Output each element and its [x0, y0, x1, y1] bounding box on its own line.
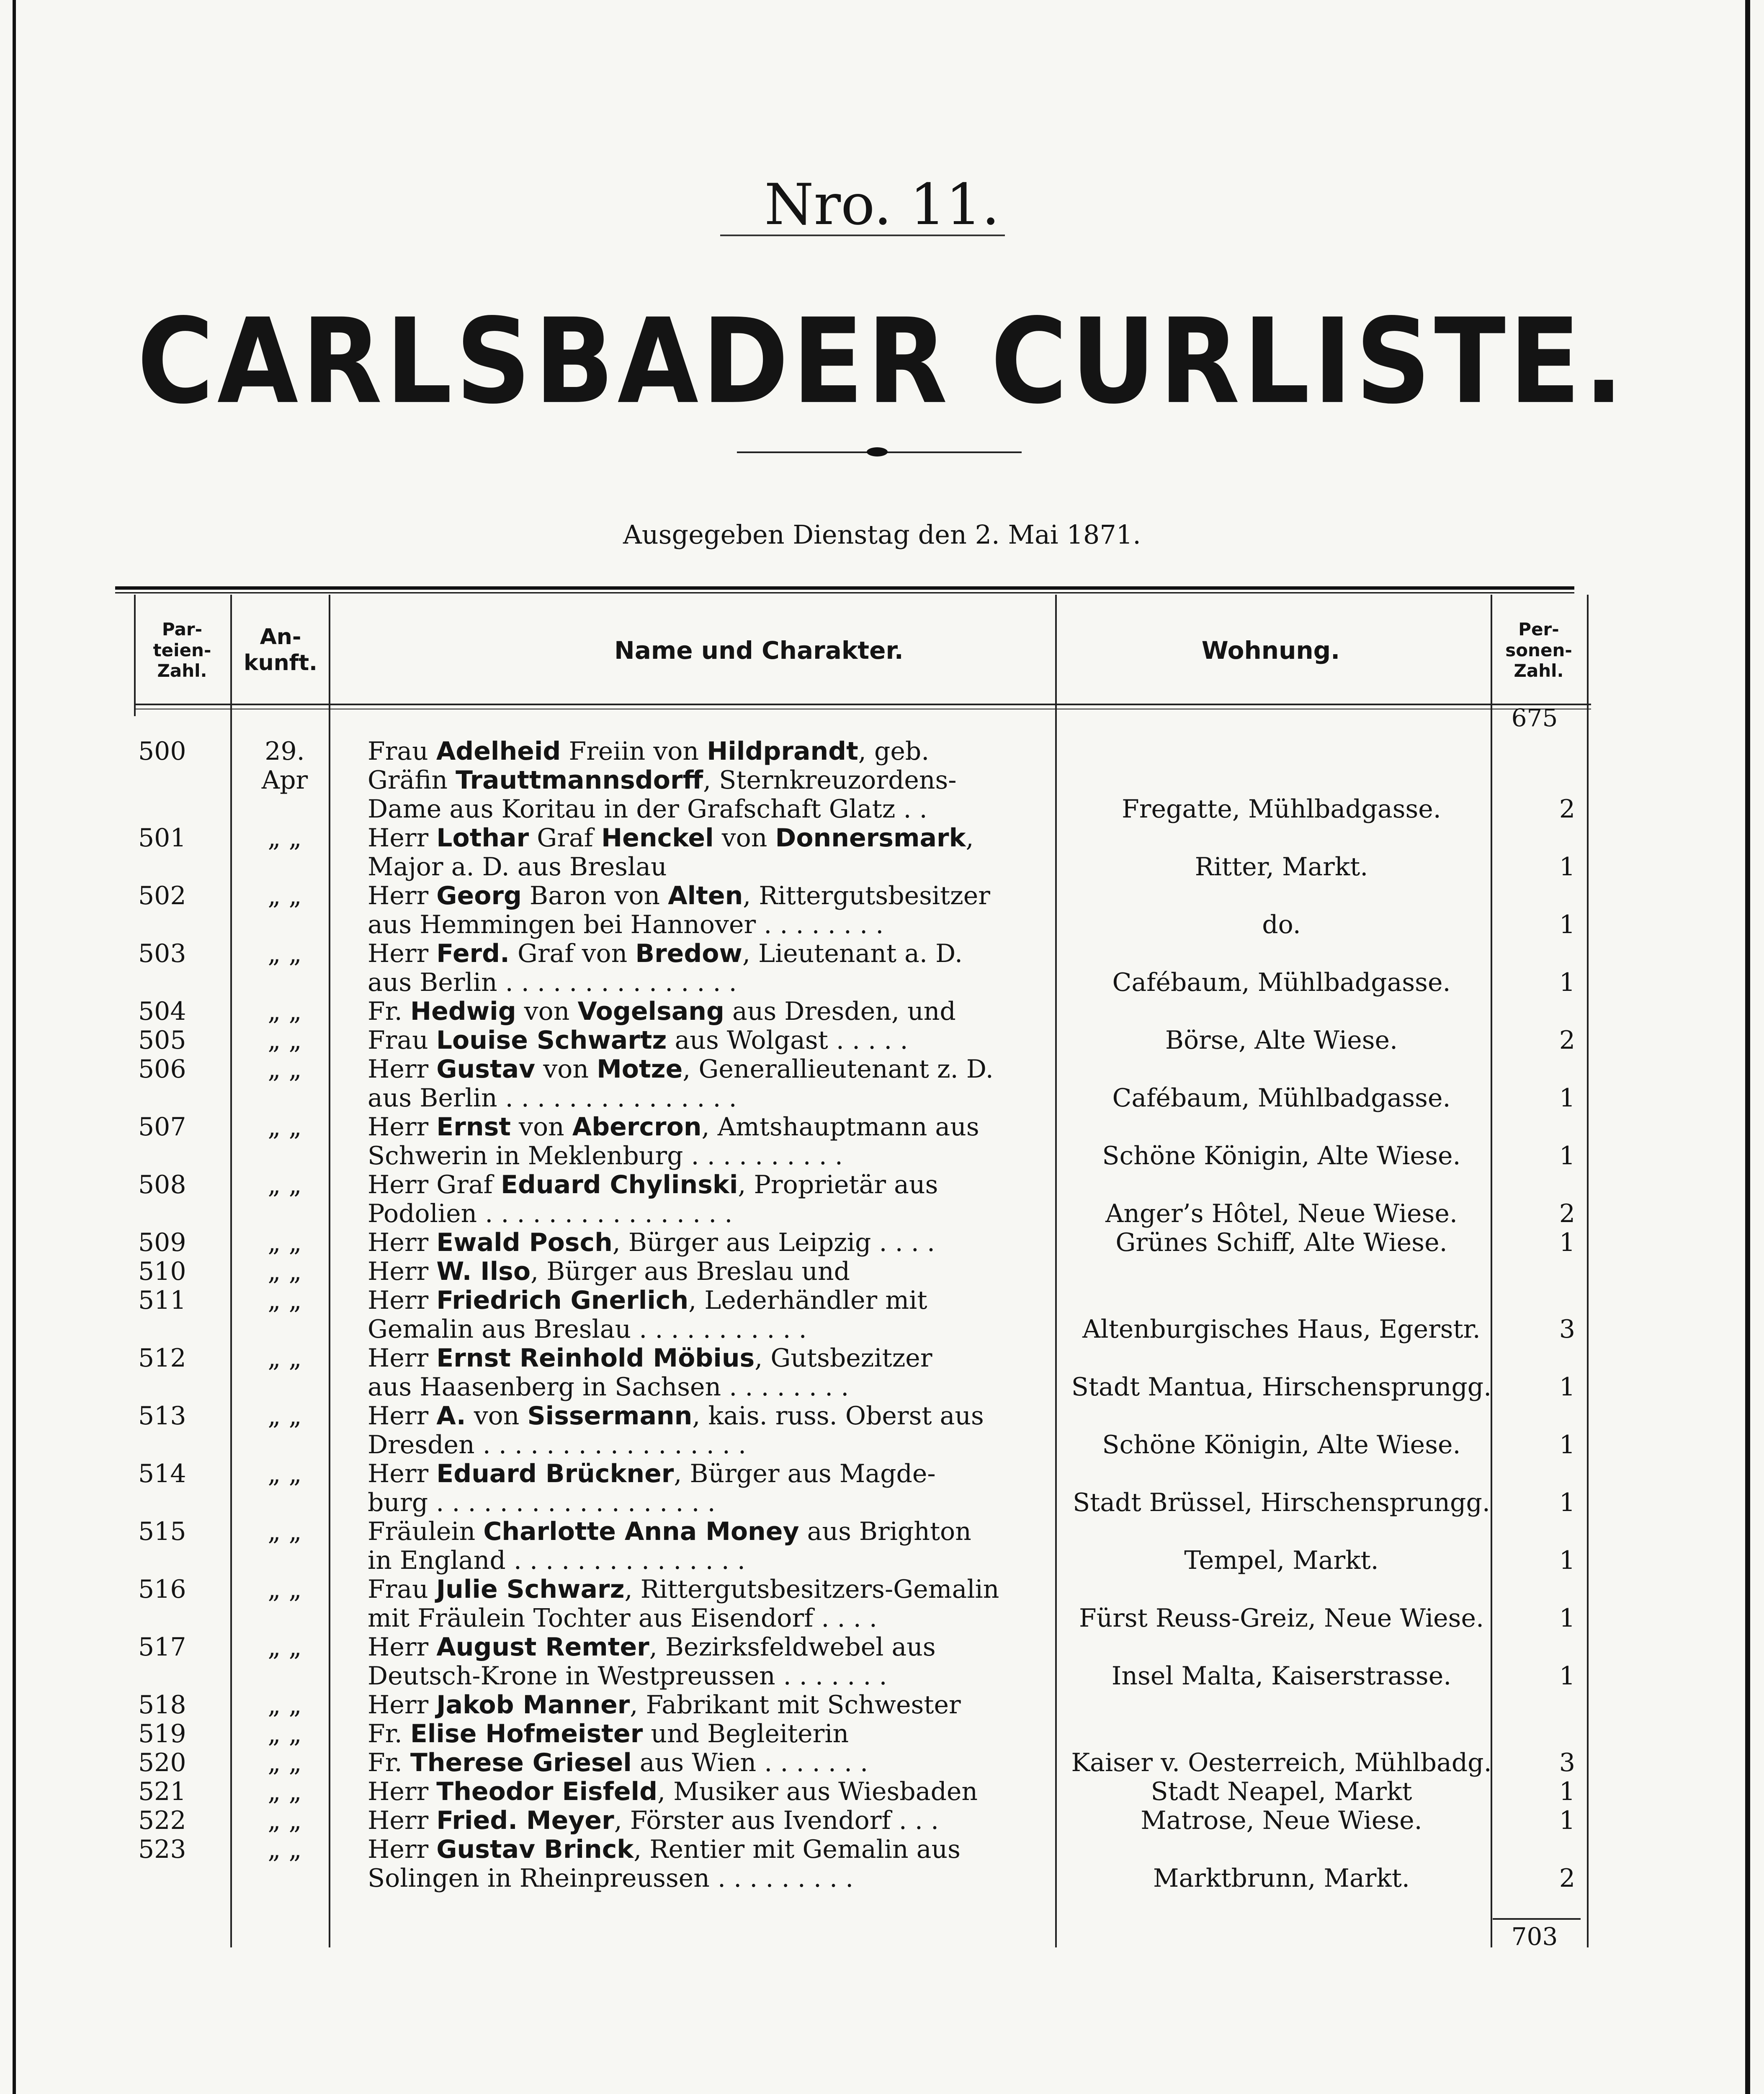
guest-name — [331, 882, 1065, 939]
person-count: 1 — [1559, 1806, 1576, 1835]
final-total: 703 — [1511, 1922, 1558, 1951]
guest-name-line: Herr Ewald Posch, Bürger aus Leipzig . . . . — [368, 1228, 935, 1257]
person-count: 1 — [1559, 1604, 1576, 1633]
arrival-date: „ „ — [268, 1690, 302, 1720]
guest-name — [331, 1748, 1065, 1777]
col-divider-0 — [134, 595, 136, 716]
guest-name-line: Fr. Elise Hofmeister und Begleiterin — [368, 1719, 849, 1748]
col-residence: Wohnung. — [1201, 636, 1340, 665]
residence: Ritter, Markt. — [1195, 852, 1368, 882]
guest-name-line: Herr Gustav Brinck, Rentier mit Gemalin aus — [368, 1835, 961, 1864]
arrival-date: „ „ — [268, 881, 302, 910]
guest-name-line: Fr. Hedwig von Vogelsang aus Dresden, und — [368, 997, 956, 1026]
table-row — [0, 1171, 1764, 1228]
party-number: 513 — [138, 1401, 186, 1431]
col-parties: Par- teien- Zahl. — [153, 619, 211, 681]
table-row — [0, 1777, 1764, 1806]
guest-name-line: aus Berlin . . . . . . . . . . . . . . . — [368, 968, 737, 997]
person-count: 3 — [1559, 1748, 1576, 1777]
arrival-date: „ „ — [268, 1806, 302, 1835]
table-row — [0, 997, 1764, 1026]
residence: Kaiser v. Oesterreich, Mühlbadg. — [1071, 1748, 1492, 1777]
party-number: 508 — [138, 1170, 186, 1199]
guest-name-line: Fr. Therese Griesel aus Wien . . . . . . . — [368, 1748, 868, 1777]
residence: Fregatte, Mühlbadgasse. — [1122, 794, 1441, 824]
guest-name-line: Gemalin aus Breslau . . . . . . . . . . . — [368, 1315, 807, 1344]
party-number: 523 — [138, 1835, 186, 1864]
arrival-date: „ „ — [268, 1228, 302, 1257]
guest-name — [331, 1806, 1065, 1835]
party-number: 515 — [138, 1517, 186, 1546]
person-count: 1 — [1559, 1141, 1576, 1171]
arrival-date: „ „ — [268, 1748, 302, 1777]
guest-name — [331, 1517, 1065, 1575]
guest-name-line: Dresden . . . . . . . . . . . . . . . . . — [368, 1430, 747, 1460]
residence: Börse, Alte Wiese. — [1165, 1026, 1398, 1055]
party-number: 516 — [138, 1575, 186, 1604]
arrival-date: „ „ — [268, 1632, 302, 1662]
arrival-date: „ „ — [268, 1026, 302, 1055]
table-row — [0, 939, 1764, 997]
guest-name — [331, 1344, 1065, 1402]
guest-name-line: Frau Julie Schwarz, Rittergutsbesitzers-Gemalin — [368, 1575, 999, 1604]
residence: Anger’s Hôtel, Neue Wiese. — [1105, 1199, 1458, 1228]
party-number: 506 — [138, 1055, 186, 1084]
guest-name-line: Herr Friedrich Gnerlich, Lederhändler mit — [368, 1286, 927, 1315]
guest-name-line: Herr Eduard Brückner, Bürger aus Magde- — [368, 1459, 936, 1488]
guest-name-line: Herr W. Ilso, Bürger aus Breslau und — [368, 1257, 850, 1286]
guest-name — [331, 1286, 1065, 1344]
table-row — [0, 1026, 1764, 1055]
guest-name-line: Herr Georg Baron von Alten, Rittergutsbesitzer — [368, 881, 990, 910]
residence: Schöne Königin, Alte Wiese. — [1102, 1141, 1461, 1171]
table-row — [0, 1633, 1764, 1691]
residence: Grünes Schiff, Alte Wiese. — [1115, 1228, 1447, 1257]
guest-name — [331, 939, 1065, 997]
party-number: 501 — [138, 823, 186, 853]
guest-name — [331, 1228, 1065, 1257]
arrival-date: 29. Apr — [261, 737, 308, 795]
arrival-date: „ „ — [268, 1170, 302, 1199]
arrival-date: „ „ — [268, 1835, 302, 1864]
residence: Stadt Brüssel, Hirschensprungg. — [1073, 1488, 1490, 1517]
guest-name-line: Herr Gustav von Motze, Generallieutenant z. D. — [368, 1055, 994, 1084]
residence: Cafébaum, Mühlbadgasse. — [1112, 968, 1451, 997]
person-count: 2 — [1559, 1864, 1576, 1893]
guest-name-line: Herr Jakob Manner, Fabrikant mit Schwester — [368, 1690, 961, 1720]
guest-name-line: Major a. D. aus Breslau — [368, 852, 667, 882]
table-header — [134, 595, 1591, 706]
person-count: 1 — [1559, 1488, 1576, 1517]
arrival-date: „ „ — [268, 1575, 302, 1604]
guest-name — [331, 1720, 1065, 1748]
arrival-date: „ „ — [268, 1112, 302, 1142]
table-row — [0, 1344, 1764, 1402]
guest-name-line: Schwerin in Meklenburg . . . . . . . . . . — [368, 1141, 843, 1171]
guest-name-line: in England . . . . . . . . . . . . . . . — [368, 1546, 745, 1575]
arrival-date: „ „ — [268, 1517, 302, 1546]
residence: Stadt Neapel, Markt — [1151, 1777, 1412, 1806]
residence: Stadt Mantua, Hirschensprungg. — [1071, 1372, 1492, 1402]
table-row — [0, 1806, 1764, 1835]
guest-name-line: aus Haasenberg in Sachsen . . . . . . . . — [368, 1372, 849, 1402]
guest-name-line: Herr Fried. Meyer, Förster aus Ivendorf . . . — [368, 1806, 939, 1835]
residence: Schöne Königin, Alte Wiese. — [1102, 1430, 1461, 1460]
guest-name-line: Dame aus Koritau in der Grafschaft Glatz . . — [368, 794, 927, 824]
residence: Insel Malta, Kaiserstrasse. — [1111, 1661, 1452, 1691]
party-number: 520 — [138, 1748, 186, 1777]
guest-name-line: Solingen in Rheinpreussen . . . . . . . . . — [368, 1864, 854, 1893]
party-number: 514 — [138, 1459, 186, 1488]
guest-name-line: mit Fräulein Tochter aus Eisendorf . . . . — [368, 1604, 877, 1633]
party-number: 519 — [138, 1719, 186, 1748]
table-row — [0, 1055, 1764, 1113]
guest-name-line: Fräulein Charlotte Anna Money aus Brighton — [368, 1517, 971, 1546]
table-row — [0, 1460, 1764, 1517]
col-name: Name und Charakter. — [614, 636, 904, 665]
party-number: 509 — [138, 1228, 186, 1257]
guest-name — [331, 1777, 1065, 1806]
arrival-date: „ „ — [268, 1459, 302, 1488]
top-rule-thin — [115, 592, 1574, 593]
person-count: 1 — [1559, 1430, 1576, 1460]
page-title: CARLSBADER CURLISTE. — [137, 293, 1627, 430]
guest-name-line: aus Berlin . . . . . . . . . . . . . . . — [368, 1083, 737, 1113]
table-row — [0, 1748, 1764, 1777]
party-number: 510 — [138, 1257, 186, 1286]
table-row — [0, 1257, 1764, 1286]
guest-list — [0, 737, 1764, 1893]
header-rule — [134, 704, 1591, 705]
guest-name — [331, 1402, 1065, 1460]
arrival-date: „ „ — [268, 939, 302, 968]
issue-date: Ausgegeben Dienstag den 2. Mai 1871. — [623, 519, 1141, 550]
guest-name-line: aus Hemmingen bei Hannover . . . . . . . . — [368, 910, 884, 939]
table-row — [0, 1517, 1764, 1575]
issue-number: Nro. 11. — [764, 172, 1000, 237]
arrival-date: „ „ — [268, 1286, 302, 1315]
party-number: 502 — [138, 881, 186, 910]
table-row — [0, 1835, 1764, 1893]
table-row — [0, 1691, 1764, 1720]
guest-name-line: Frau Louise Schwartz aus Wolgast . . . . . — [368, 1026, 908, 1055]
person-count: 1 — [1559, 852, 1576, 882]
arrival-date: „ „ — [268, 1401, 302, 1431]
party-number: 505 — [138, 1026, 186, 1055]
party-number: 511 — [138, 1286, 186, 1315]
party-number: 517 — [138, 1632, 186, 1662]
party-number: 504 — [138, 997, 186, 1026]
person-count: 2 — [1559, 1026, 1576, 1055]
party-number: 521 — [138, 1777, 186, 1806]
guest-name — [331, 1575, 1065, 1633]
table-row — [0, 824, 1764, 882]
guest-name-line: Herr Ferd. Graf von Bredow, Lieutenant a. D. — [368, 939, 963, 968]
person-count: 1 — [1559, 1228, 1576, 1257]
arrival-date: „ „ — [268, 1055, 302, 1084]
col-persons: Per- sonen- Zahl. — [1505, 619, 1572, 681]
table-row — [0, 1228, 1764, 1257]
party-number: 518 — [138, 1690, 186, 1720]
table-row — [0, 1402, 1764, 1460]
number-underline — [720, 235, 1005, 236]
sum-rule — [1493, 1918, 1581, 1920]
guest-name-line: Frau Adelheid Freiin von Hildprandt, geb. — [368, 737, 930, 766]
guest-name-line: Herr Theodor Eisfeld, Musiker aus Wiesbaden — [368, 1777, 978, 1806]
person-count: 2 — [1559, 794, 1576, 824]
table-row — [0, 1575, 1764, 1633]
col-arrival: An- kunft. — [244, 624, 317, 676]
residence: Tempel, Markt. — [1184, 1546, 1379, 1575]
table-row — [0, 1286, 1764, 1344]
arrival-date: „ „ — [268, 1719, 302, 1748]
arrival-date: „ „ — [268, 997, 302, 1026]
guest-name-line: Gräfin Trauttmannsdorff, Sternkreuzordens- — [368, 766, 957, 795]
guest-name-line: Deutsch-Krone in Westpreussen . . . . . . . — [368, 1661, 887, 1691]
person-count: 3 — [1559, 1315, 1576, 1344]
guest-name-line: Herr Ernst Reinhold Möbius, Gutsbezitzer — [368, 1344, 932, 1373]
residence: do. — [1262, 910, 1301, 939]
party-number: 503 — [138, 939, 186, 968]
guest-name — [331, 1633, 1065, 1691]
guest-name-line: Herr Lothar Graf Henckel von Donnersmark, — [368, 823, 974, 853]
party-number: 500 — [138, 737, 186, 766]
guest-name — [331, 1835, 1065, 1893]
person-count: 1 — [1559, 1777, 1576, 1806]
guest-name — [331, 737, 1065, 824]
guest-name — [331, 1257, 1065, 1286]
guest-name — [331, 1460, 1065, 1517]
guest-name — [331, 1113, 1065, 1171]
guest-name-line: Herr Ernst von Abercron, Amtshauptmann aus — [368, 1112, 979, 1142]
person-count: 1 — [1559, 1372, 1576, 1402]
guest-name — [331, 824, 1065, 882]
arrival-date: „ „ — [268, 823, 302, 853]
arrival-date: „ „ — [268, 1344, 302, 1373]
residence: Cafébaum, Mühlbadgasse. — [1112, 1083, 1451, 1113]
table-row — [0, 882, 1764, 939]
top-rule — [115, 586, 1574, 590]
person-count: 1 — [1559, 1546, 1576, 1575]
guest-name-line: Herr August Remter, Bezirksfeldwebel aus — [368, 1632, 936, 1662]
residence: Matrose, Neue Wiese. — [1141, 1806, 1422, 1835]
guest-name-line: Herr Graf Eduard Chylinski, Proprietär aus — [368, 1170, 938, 1199]
guest-name — [331, 1026, 1065, 1055]
person-count: 1 — [1559, 1661, 1576, 1691]
party-number: 512 — [138, 1344, 186, 1373]
guest-name-line: burg . . . . . . . . . . . . . . . . . . — [368, 1488, 716, 1517]
guest-name-line: Podolien . . . . . . . . . . . . . . . . — [368, 1199, 733, 1228]
residence: Marktbrunn, Markt. — [1153, 1864, 1410, 1893]
residence: Altenburgisches Haus, Egerstr. — [1082, 1315, 1481, 1344]
person-count: 2 — [1559, 1199, 1576, 1228]
table-row — [0, 1113, 1764, 1171]
residence: Fürst Reuss-Greiz, Neue Wiese. — [1079, 1604, 1484, 1633]
ornament-rule — [737, 451, 1022, 457]
guest-name — [331, 1055, 1065, 1113]
party-number: 522 — [138, 1806, 186, 1835]
person-count: 1 — [1559, 968, 1576, 997]
guest-name — [331, 997, 1065, 1026]
person-count: 1 — [1559, 1083, 1576, 1113]
arrival-date: „ „ — [268, 1777, 302, 1806]
guest-name — [331, 1691, 1065, 1720]
person-count: 1 — [1559, 910, 1576, 939]
arrival-date: „ „ — [268, 1257, 302, 1286]
guest-name — [331, 1171, 1065, 1228]
carried-total: 675 — [1511, 704, 1558, 732]
party-number: 507 — [138, 1112, 186, 1142]
table-row — [0, 1720, 1764, 1748]
guest-name-line: Herr A. von Sissermann, kais. russ. Oberst aus — [368, 1401, 984, 1431]
table-row — [0, 737, 1764, 824]
